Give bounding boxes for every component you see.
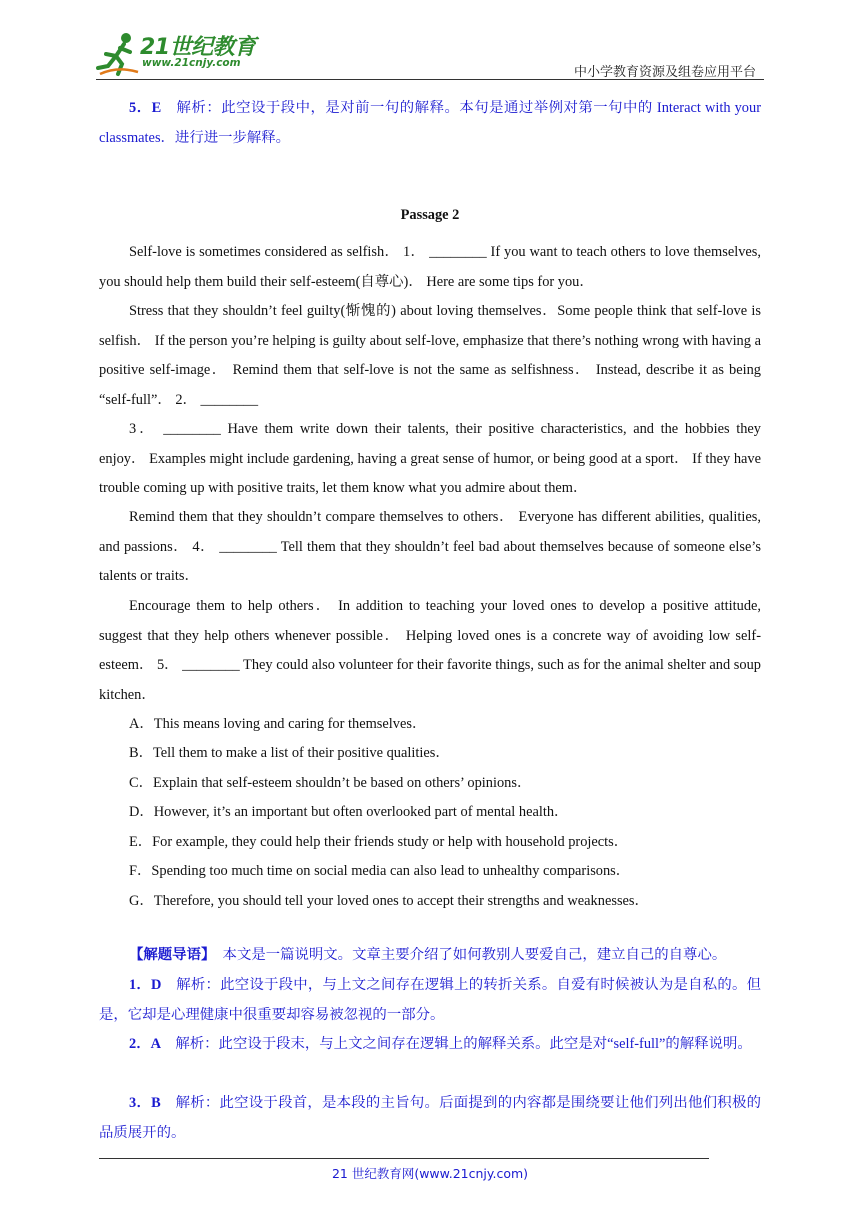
page-header xyxy=(96,26,764,78)
answer-5-previous xyxy=(99,94,761,153)
passage-paragraph: Remind them that they shouldn’t compare themselves to others． Everyone has different abilities, qualities, and passions． 4． ________ Tell them that they shouldn’t feel bad about themselves because of someone else’s talents or traits． xyxy=(99,509,761,584)
site-logo xyxy=(96,30,261,78)
answer-1 xyxy=(99,971,761,1030)
guide-text: 本文是一篇说明文。文章主要介绍了如何教别人要爱自己，建立自己的自尊心。 xyxy=(208,947,727,963)
platform-name: 中小学教育资源及组卷应用平台 xyxy=(573,65,756,80)
answer-number: 2．A xyxy=(129,1036,161,1052)
guide-label: 【解题导语】 xyxy=(129,947,209,963)
answer-text: 解析：此空设于段中，是对前一句的解释。本句是通过举例对第一句中的 Interact with your classmates．进行进一步解释。 xyxy=(99,100,761,146)
answer-text: 解析：此空设于段首，是本段的主旨句。后面提到的内容都是围绕要让他们列出他们积极的品质展开的。 xyxy=(99,1095,761,1141)
passage-paragraph: Encourage them to help others． In addition to teaching your loved ones to develop a positive attitude, suggest that they help others whenever possible． Helping loved ones is a concrete way of avoiding low self-esteem． 5． ________ They could also volunteer for their favorite things, such as for the animal shelter and soup kitchen． xyxy=(99,598,761,703)
page-footer: 21 世纪教育网(www.21cnjy.com) xyxy=(331,1166,529,1181)
option-e: E．For example, they could help their friends study or help with household projects． xyxy=(129,834,629,850)
footer-divider xyxy=(99,1158,709,1159)
passage-paragraph: Stress that they shouldn’t feel guilty(惭愧的) about loving themselves．Some people think that self-love is selfish． If the person you’re helping is guilty about self-love, emphasize that there’s nothing wrong with having a positive self-image． Remind them that self-love is not the same as selfishness． Instead, describe it as being “self-full”． 2． ________ xyxy=(99,303,761,408)
passage-paragraph: Self-love is sometimes considered as selfish． 1． ________ If you want to teach others to love themselves, you should help them build their self-esteem(自尊心)． Here are some tips for you． xyxy=(99,244,761,290)
answer-number: 3．B xyxy=(129,1095,161,1111)
answer-number: 5．E xyxy=(129,100,162,116)
option-a: A．This means loving and caring for themselves． xyxy=(129,716,427,732)
logo-main-text: 21世纪教育 xyxy=(140,35,256,60)
logo-sub-text: www.21cnjy.com xyxy=(142,57,241,69)
option-d: D．However, it’s an important but often overlooked part of mental health． xyxy=(129,804,569,820)
analysis-guide xyxy=(99,941,761,971)
answer-text: 解析：此空设于段中，与上文之间存在逻辑上的转折关系。自爱有时候被认为是自私的。但是，它却是心理健康中很重要却容易被忽视的一部分。 xyxy=(99,977,761,1023)
passage-paragraph: 3． ________ Have them write down their talents, their positive characteristics, and the hobbies they enjoy． Examples might include gardening, having a great sense of humor, or being good at a sport． If they have trouble coming up with positive traits, let them know what you admire about them． xyxy=(99,421,761,496)
runner-icon xyxy=(96,30,140,78)
passage-title: Passage 2 xyxy=(400,207,460,223)
answer-3 xyxy=(99,1089,761,1148)
answer-2 xyxy=(99,1030,761,1060)
option-c: C．Explain that self-esteem shouldn’t be based on others’ opinions． xyxy=(129,775,532,791)
header-divider xyxy=(96,79,764,80)
option-f: F．Spending too much time on social media can also lead to unhealthy comparisons． xyxy=(129,863,631,879)
answer-text: 解析：此空设于段末，与上文之间存在逻辑上的解释关系。此空是对“self-full”的解释说明。 xyxy=(160,1036,752,1052)
option-b: B．Tell them to make a list of their positive qualities． xyxy=(129,745,450,761)
answer-number: 1．D xyxy=(129,977,162,993)
option-g: G．Therefore, you should tell your loved ones to accept their strengths and weaknesses． xyxy=(129,893,649,909)
